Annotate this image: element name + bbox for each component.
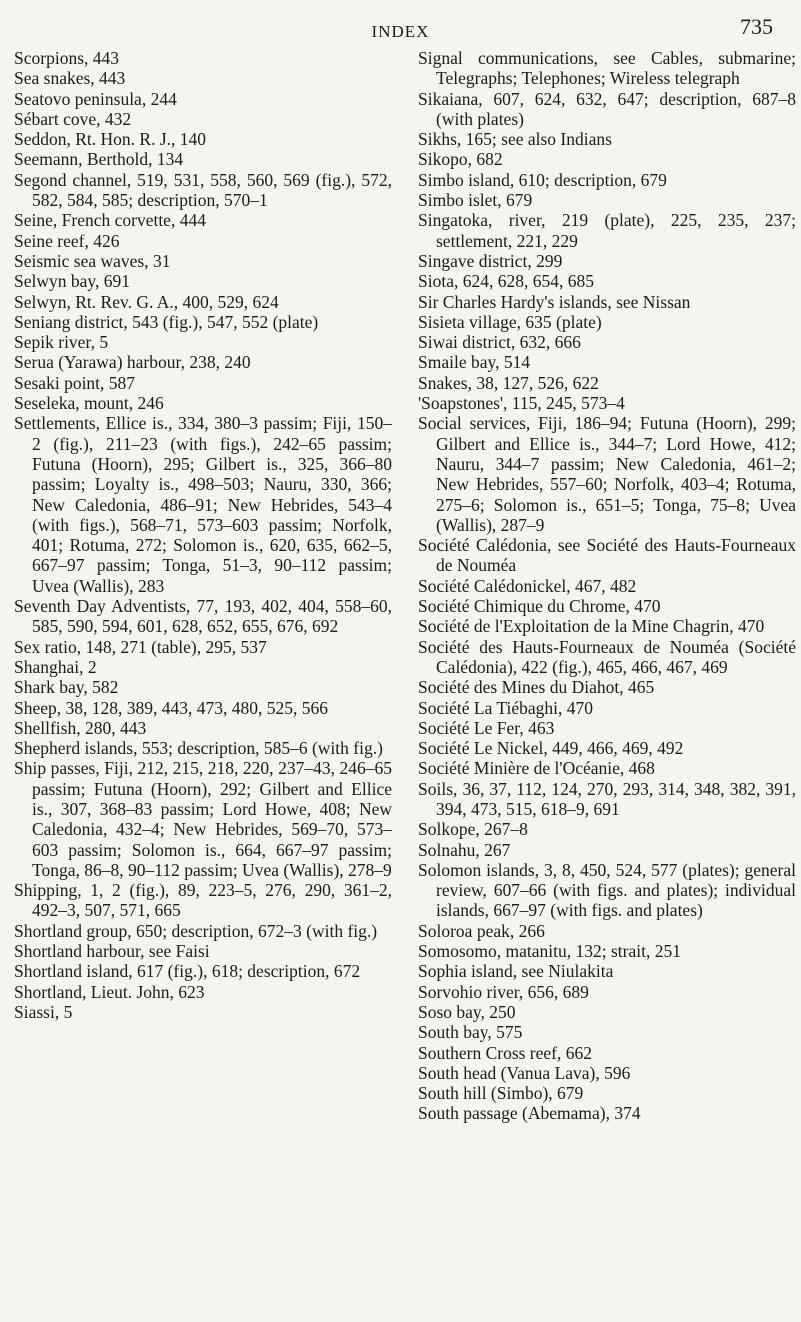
- index-entry: Sesaki point, 587: [14, 372, 136, 393]
- index-entry: Seseleka, mount, 246: [14, 393, 164, 414]
- index-entry: Sophia island, see Niulakita: [418, 961, 614, 982]
- index-entry: Sikhs, 165; see also Indians: [418, 129, 612, 150]
- index-entry: Société Calédonickel, 467, 482: [418, 575, 637, 596]
- index-entry: Solkope, 267–8: [418, 819, 528, 840]
- index-entry: Société Le Fer, 463: [418, 717, 555, 738]
- index-entry: Simbo islet, 679: [418, 190, 533, 211]
- index-entry: Société de l'Exploitation de la Mine Chagrin, 470: [418, 616, 765, 637]
- index-entry: Seismic sea waves, 31: [14, 250, 171, 271]
- index-entry: Shark bay, 582: [14, 677, 119, 698]
- index-entry: South passage (Abemama), 374: [418, 1103, 641, 1124]
- index-entry: Shanghai, 2: [14, 656, 97, 677]
- index-entry: Sepik river, 5: [14, 332, 109, 353]
- index-entry: Simbo island, 610; description, 679: [418, 169, 667, 190]
- index-entry: Shortland, Lieut. John, 623: [14, 981, 205, 1002]
- index-entry: South head (Vanua Lava), 596: [418, 1062, 631, 1083]
- index-entry: Sir Charles Hardy's islands, see Nissan: [418, 291, 691, 312]
- index-entry: Société Calédonia, see Société des Hauts-Fourneaux de Nouméa: [418, 535, 796, 576]
- index-entry: Sikopo, 682: [418, 149, 503, 170]
- index-entry: Société Chimique du Chrome, 470: [418, 596, 661, 617]
- index-entry: Soloroa peak, 266: [418, 920, 545, 941]
- running-head: INDEX: [371, 22, 430, 41]
- index-entry: Smaile bay, 514: [418, 352, 531, 373]
- index-entry: Société La Tiébaghi, 470: [418, 697, 593, 718]
- index-entry: Soso bay, 250: [418, 1001, 516, 1022]
- index-entry: Société Minière de l'Océanie, 468: [418, 758, 655, 779]
- index-entry: Serua (Yarawa) harbour, 238, 240: [14, 352, 251, 373]
- index-entry: Ship passes, Fiji, 212, 215, 218, 220, 237–43, 246–65 passim; Futuna (Hoorn), 292; Gilbert and Ellice is., 307, 368–83 passim; Lord Howe, 408; New Caledonia, 432–4; New Hebrides, 569–70, 573–603 passim; Solomon is., 664, 667–97 passim; Tonga, 86–8, 90–112 passim; Uvea (Wallis), 278–9: [14, 758, 392, 880]
- index-entry: Seddon, Rt. Hon. R. J., 140: [14, 129, 207, 150]
- index-entry: Shortland group, 650; description, 672–3 (with fig.): [14, 920, 378, 941]
- index-entry: Snakes, 38, 127, 526, 622: [418, 372, 599, 393]
- index-entry: Seatovo peninsula, 244: [14, 88, 177, 109]
- index-entry: Southern Cross reef, 662: [418, 1042, 593, 1063]
- index-entry: Shipping, 1, 2 (fig.), 89, 223–5, 276, 290, 361–2, 492–3, 507, 571, 665: [14, 880, 392, 921]
- index-entry: Société Le Nickel, 449, 466, 469, 492: [418, 738, 684, 759]
- index-entry: Seniang district, 543 (fig.), 547, 552 (plate): [14, 311, 319, 332]
- index-entry: Shortland island, 617 (fig.), 618; description, 672: [14, 961, 361, 982]
- index-entry: Solomon islands, 3, 8, 450, 524, 577 (plates); general review, 607–66 (with figs. and plates); individual islands, 667–97 (with figs. and plates): [418, 859, 796, 921]
- index-entry: Société des Hauts-Fourneaux de Nouméa (Société Calédonia), 422 (fig.), 465, 466, 467, 469: [418, 636, 796, 677]
- index-entry: Scorpions, 443: [14, 48, 119, 68]
- index-entry: Selwyn, Rt. Rev. G. A., 400, 529, 624: [14, 291, 279, 312]
- index-entry: Seemann, Berthold, 134: [14, 149, 184, 170]
- index-entry: Siota, 624, 628, 654, 685: [418, 271, 594, 292]
- index-entry: Singatoka, river, 219 (plate), 225, 235, 237; settlement, 221, 229: [418, 210, 796, 251]
- index-entry: 'Soapstones', 115, 245, 573–4: [418, 393, 625, 414]
- index-entry: Seine reef, 426: [14, 230, 120, 251]
- index-entry: Soils, 36, 37, 112, 124, 270, 293, 314, 348, 382, 391, 394, 473, 515, 618–9, 691: [418, 778, 796, 819]
- index-entry: Shellfish, 280, 443: [14, 717, 147, 738]
- index-entry: Selwyn bay, 691: [14, 271, 131, 292]
- index-entry: Seventh Day Adventists, 77, 193, 402, 404, 558–60, 585, 590, 594, 601, 628, 652, 655, 676, 692: [14, 596, 392, 637]
- index-entry: Shortland harbour, see Faisi: [14, 941, 210, 962]
- page-header: [0, 0, 801, 50]
- index-entry: Somosomo, matanitu, 132; strait, 251: [418, 941, 681, 962]
- index-entry: Social services, Fiji, 186–94; Futuna (Hoorn), 299; Gilbert and Ellice is., 344–7; Lord Howe, 412; Nauru, 344–7 passim; New Caledonia, 461–2; New Hebrides, 557–60; Norfolk, 403–4; Rotuma, 275–6; Solomon is., 651–5; Tonga, 75–8; Uvea (Wallis), 287–9: [418, 413, 796, 535]
- index-entry: Siassi, 5: [14, 1001, 73, 1022]
- index-entry: Sébart cove, 432: [14, 108, 132, 129]
- index-entry: Sex ratio, 148, 271 (table), 295, 537: [14, 636, 267, 657]
- index-entry: Shepherd islands, 553; description, 585–6 (with fig.): [14, 738, 383, 759]
- index-entry: Signal communications, see Cables, submarine; Telegraphs; Telephones; Wireless telegraph: [418, 48, 796, 89]
- index-entry: Siwai district, 632, 666: [418, 332, 581, 353]
- index-entry: Solnahu, 267: [418, 839, 511, 860]
- index-column-left: [14, 48, 392, 1022]
- index-entry: Sea snakes, 443: [14, 68, 126, 89]
- index-entry: Segond channel, 519, 531, 558, 560, 569 (fig.), 572, 582, 584, 585; description, 570–1: [14, 169, 392, 211]
- page-number: 735: [740, 14, 773, 39]
- index-entry: Société des Mines du Diahot, 465: [418, 677, 655, 698]
- index-entry: Sorvohio river, 656, 689: [418, 981, 589, 1002]
- index-column-right: [418, 48, 796, 1124]
- index-entry: Settlements, Ellice is., 334, 380–3 passim; Fiji, 150–2 (fig.), 211–23 (with figs.), 242–65 passim; Futuna (Hoorn), 295; Gilbert is., 325, 366–80 passim; Loyalty is., 498–503; Nauru, 330, 366; New Caledonia, 486–91; New Hebrides, 543–4 (with figs.), 568–71, 573–603 passim; Norfolk, 401; Rotuma, 272; Solomon is., 620, 635, 662–5, 667–97 passim; Tonga, 51–3, 90–112 passim; Uvea (Wallis), 283: [14, 413, 392, 596]
- index-entry: Sheep, 38, 128, 389, 443, 473, 480, 525, 566: [14, 697, 329, 718]
- index-entry: Sisieta village, 635 (plate): [418, 311, 602, 332]
- index-entry: South bay, 575: [418, 1022, 523, 1043]
- index-entry: Singave district, 299: [418, 250, 563, 271]
- index-entry: Seine, French corvette, 444: [14, 210, 206, 231]
- index-entry: Sikaiana, 607, 624, 632, 647; description, 687–8 (with plates): [418, 88, 796, 129]
- index-entry: South hill (Simbo), 679: [418, 1083, 584, 1104]
